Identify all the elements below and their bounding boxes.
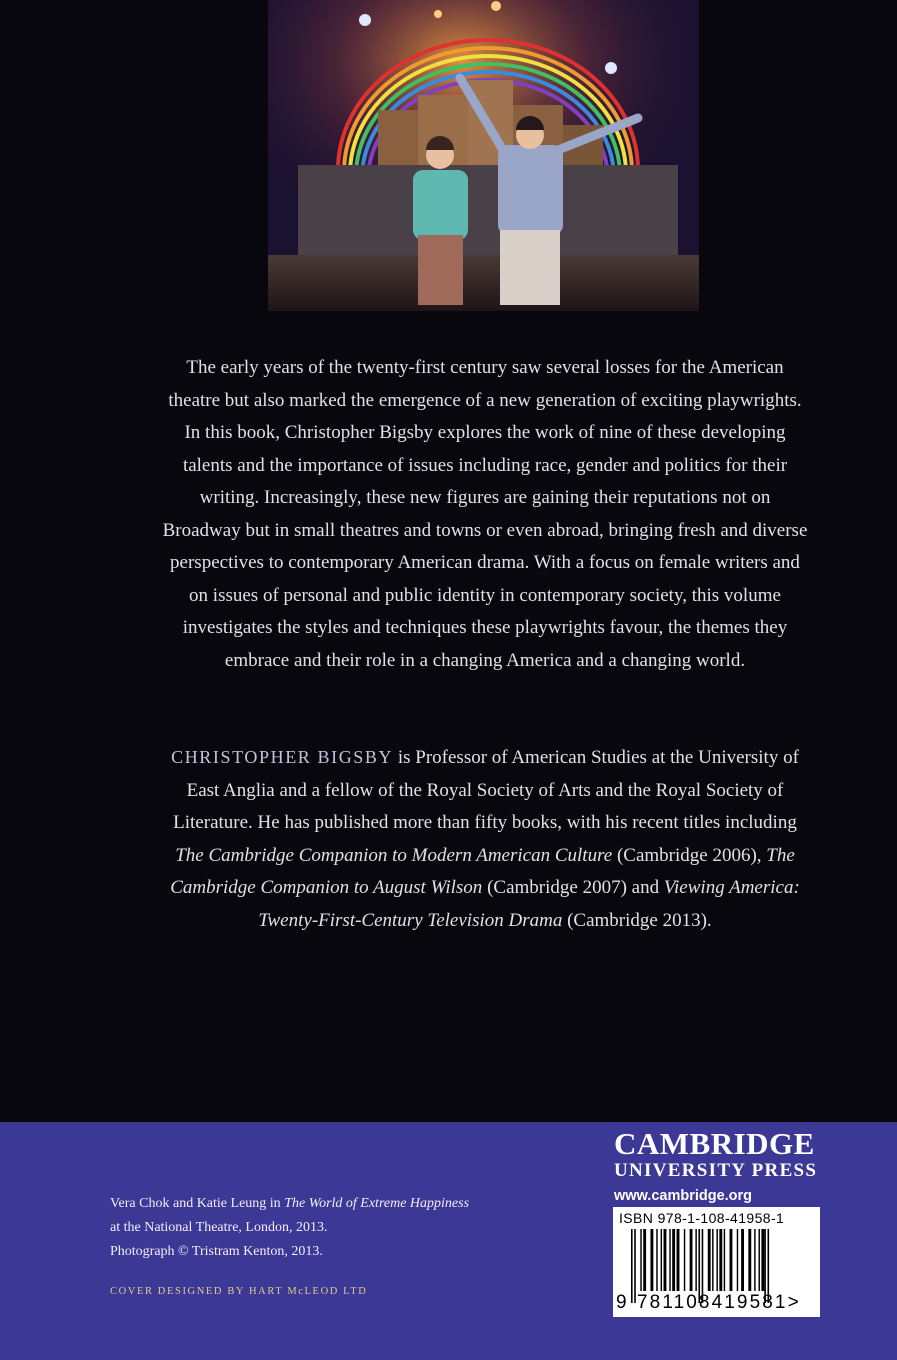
author-bio-text-4: (Cambridge 2013).	[562, 909, 712, 931]
credit-text-1: Vera Chok and Katie Leung in	[110, 1196, 285, 1211]
publisher-url[interactable]: www.cambridge.org	[614, 1188, 753, 1204]
author-bio-text-2: (Cambridge 2006),	[612, 844, 767, 866]
credit-text-2: at the National Theatre, London, 2013.	[110, 1220, 328, 1235]
book-title-3: Viewing America: Twenty-First-Century Television Drama	[258, 877, 800, 931]
ean-digits-text: 781108419581	[637, 1292, 788, 1313]
photograph-credit: Photograph © Tristram Kenton, 2013.	[110, 1244, 323, 1259]
book-title-1: The Cambridge Companion to Modern American Culture	[175, 844, 613, 866]
ean-first-digit: 9	[616, 1292, 627, 1313]
book-blurb: The early years of the twenty-first century saw several losses for the American theatre but also marked the emergence of a new generation of exciting playwrights. In this book, Christopher Bigsby explores the work of nine of these developing talents and the importance of issues including race, gender and politics for their writing. Increasingly, these new figures are gaining their reputations not on Broadway but in small theatres and towns or even abroad, bringing fresh and diverse perspectives to contemporary American drama. With a focus on female writers and on issues of personal and public identity in contemporary society, this volume investigates the styles and techniques these playwrights favour, the themes they embrace and their role in a changing America and a changing world.	[162, 357, 808, 671]
ean-end-mark: >	[787, 1292, 801, 1313]
author-bio-text-3: (Cambridge 2007) and	[482, 877, 664, 898]
photo-credit	[110, 1192, 470, 1264]
author-name: CHRISTOPHER BIGSBY	[171, 747, 394, 767]
credit-play-title: The World of Extreme Happiness	[284, 1196, 470, 1211]
publisher-subname: UNIVERSITY PRESS	[614, 1160, 818, 1181]
ean-digits	[637, 1292, 801, 1314]
stage-photo-image	[268, 0, 699, 311]
footer-band	[0, 1122, 897, 1360]
cover-photo	[268, 0, 699, 311]
author-bio-text-1: is Professor of American Studies at the University of East Anglia and a fellow of the Royal Society of Arts and the Royal Society of Literature. He has published more than fifty books, with his recent titles including	[173, 747, 799, 833]
cover-designer-credit: COVER DESIGNED BY HART McLEOD LTD	[110, 1286, 368, 1297]
publisher-name: CAMBRIDGE	[614, 1126, 815, 1161]
book-title-2: The Cambridge Companion to August Wilson	[170, 844, 795, 898]
author-bio	[160, 741, 810, 937]
publisher-logo	[614, 1128, 824, 1207]
isbn-label: ISBN 978-1-108-41958-1	[619, 1210, 785, 1226]
isbn-barcode	[613, 1207, 820, 1317]
